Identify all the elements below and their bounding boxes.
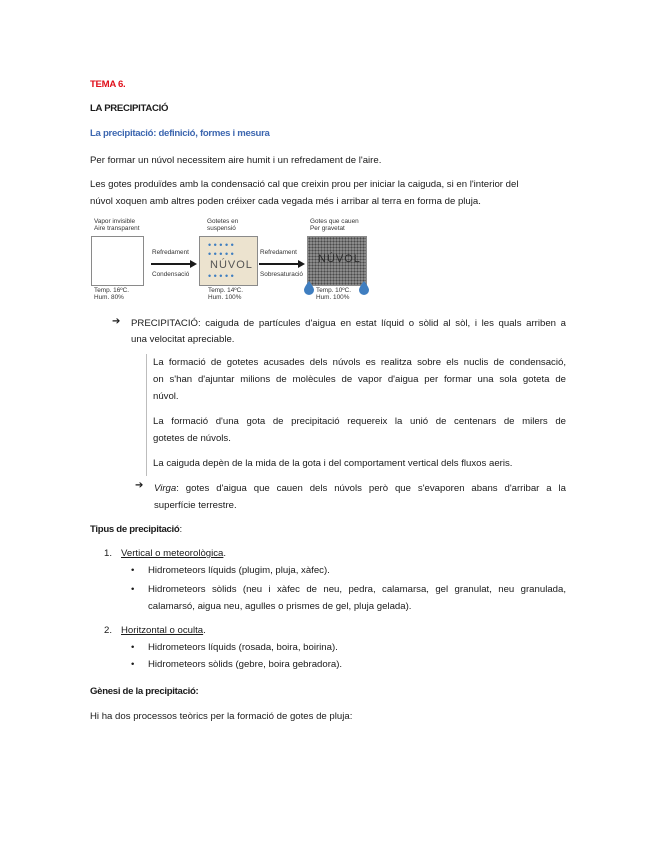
tipus-item-2-label: Horitzontal o oculta. bbox=[121, 625, 206, 636]
raindrop-right-icon bbox=[359, 281, 369, 295]
box1-caption-top: Vapor invisible Aire transparent bbox=[94, 218, 140, 233]
virga-line1: Virga: gotes d'aigua que cauen dels núvols però que s'evaporen abans d'arribar a la bbox=[154, 483, 566, 494]
virga-term: Virga bbox=[154, 483, 177, 494]
arrow2-line bbox=[259, 263, 299, 265]
bullet-icon: • bbox=[131, 565, 135, 576]
virga-arrow-icon: ➔ bbox=[135, 480, 144, 491]
arrow1-head-icon bbox=[190, 260, 197, 268]
box2-label: NÚVOL bbox=[210, 259, 253, 271]
tipus-item-1-bullet-2-line1: Hidrometeors sòlids (neu i xàfec de neu, pedra, calamarsa, gel granulat, neu granulada, bbox=[148, 584, 566, 595]
virga-line2: superfície terrestre. bbox=[154, 500, 237, 511]
precipitacio-definition-line1: PRECIPITACIÓ: caiguda de partícules d'aigua en estat líquid o sòlid al sòl, i les quals arriben a bbox=[131, 318, 566, 329]
tipus-item-2-bullet-2: Hidrometeors sòlids (gebre, boira gebradora). bbox=[148, 659, 343, 670]
raindrop-left-icon bbox=[304, 281, 314, 295]
arrow-bullet-icon: ➔ bbox=[112, 316, 121, 327]
quote-1-line3: núvol. bbox=[153, 391, 179, 402]
arrow2-label-below: Sobresaturació bbox=[260, 271, 303, 278]
tipus-item-1-bullet-2-line2: calamarsó, aigua neu, agulles o prismes de gel, pluja gelada). bbox=[148, 601, 412, 612]
arrow2-head-icon bbox=[298, 260, 305, 268]
cloud-suspension-box: • • • • • • • • • • NÚVOL • • • • • bbox=[199, 236, 258, 286]
tipus-item-2-bullet-1: Hidrometeors líquids (rosada, boira, boirina). bbox=[148, 642, 338, 653]
quote-1-line2: on s'han d'ajuntar milions de molècules de vapor d'aigua per formar una sola goteta de bbox=[153, 374, 566, 385]
tipus-item-1-number: 1. bbox=[104, 548, 113, 559]
quote-bar bbox=[146, 354, 147, 476]
box2-caption-top: Gotetes en suspensió bbox=[207, 218, 239, 233]
tipus-item-1-label: Vertical o meteorològica. bbox=[121, 548, 227, 559]
bullet-icon: • bbox=[131, 659, 135, 670]
section-subtitle: La precipitació: definició, formes i mesura bbox=[90, 128, 270, 139]
quote-3: La caiguda depèn de la mida de la gota i del comportament vertical dels fluxos aeris. bbox=[153, 458, 513, 469]
tema-label: TEMA 6. bbox=[90, 79, 126, 90]
box3-label: NÚVOL bbox=[318, 253, 361, 265]
box2-caption-bottom: Temp. 14ºC. Hum. 100% bbox=[208, 287, 244, 302]
box3-caption-top: Gotes que cauen Per gravetat bbox=[310, 218, 359, 233]
box1-caption-bottom: Temp. 16ºC. Hum. 80% bbox=[94, 287, 130, 302]
quote-1-line1: La formació de gotetes acusades dels núvols es realitza sobre els nuclis de condensació, bbox=[153, 357, 566, 368]
arrow1-line bbox=[151, 263, 191, 265]
bullet-icon: • bbox=[131, 642, 135, 653]
tipus-item-2-number: 2. bbox=[104, 625, 113, 636]
intro-paragraph-2-line1: Les gotes produïdes amb la condensació cal que creixin prou per iniciar la caiguda, si en l'interior del bbox=[90, 179, 519, 190]
intro-paragraph-2-line2: núvol xoquen amb altres poden créixer cada vegada més i arribar al terra en forma de pluja. bbox=[90, 196, 481, 207]
genesi-paragraph: Hi ha dos processos teòrics per la formació de gotes de pluja: bbox=[90, 711, 353, 722]
clear-air-box bbox=[91, 236, 144, 286]
tipus-heading: Tipus de precipitació: bbox=[90, 524, 183, 535]
arrow1-label-above: Refredament bbox=[152, 249, 189, 256]
precipitacio-definition-line2: una velocitat apreciable. bbox=[131, 334, 235, 345]
arrow1-label-below: Condensació bbox=[152, 271, 190, 278]
intro-paragraph-1: Per formar un núvol necessitem aire humit i un refredament de l'aire. bbox=[90, 155, 382, 166]
tipus-item-1-bullet-1: Hidrometeors líquids (plugim, pluja, xàfec). bbox=[148, 565, 330, 576]
arrow2-label-above: Refredament bbox=[260, 249, 297, 256]
bullet-icon: • bbox=[131, 584, 135, 595]
quote-2-line2: gotetes de núvols. bbox=[153, 433, 231, 444]
genesi-heading: Gènesi de la precipitació: bbox=[90, 686, 199, 697]
rain-cloud-box bbox=[307, 236, 367, 286]
box3-caption-bottom: Temp. 10ºC. Hum. 100% bbox=[316, 287, 352, 302]
quote-2-line1: La formació d'una gota de precipitació requereix la unió de centenars de milers de bbox=[153, 416, 566, 427]
page-title: LA PRECIPITACIÓ bbox=[90, 103, 169, 114]
